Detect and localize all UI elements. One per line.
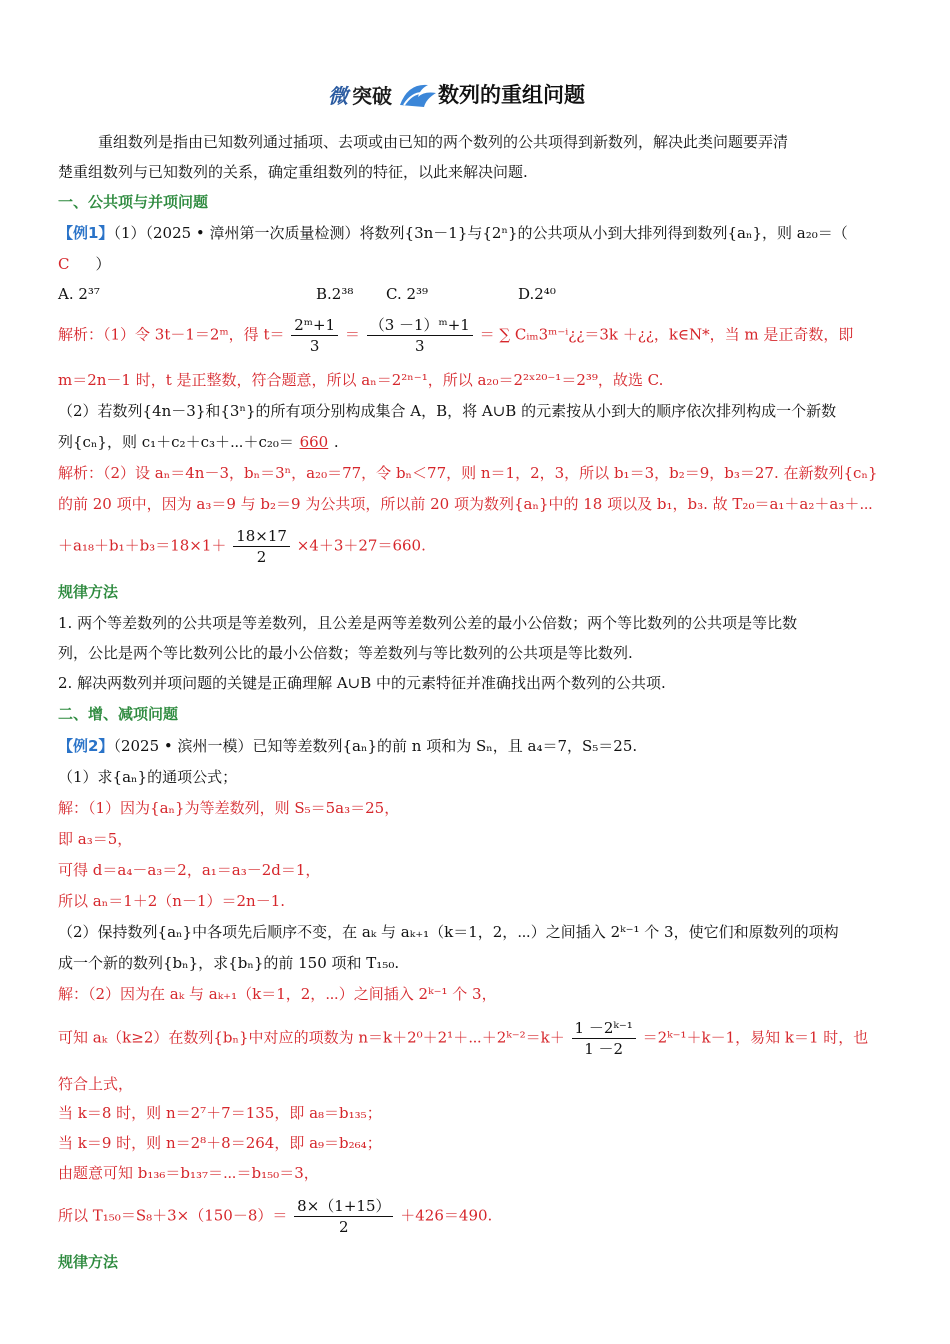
method1-line1: 1. 两个等差数列的公共项是等差数列，且公差是两等差数列公差的最小公倍数；两个等比数列的公共项是等比数 bbox=[58, 614, 798, 632]
sol1-fraction-2 bbox=[367, 315, 473, 356]
sol2c-suffix: ＋426＝490. bbox=[400, 1206, 493, 1225]
sol2c-fraction bbox=[294, 1196, 393, 1237]
sol1-prefix: 解析：（1）令 3t－1＝2ᵐ，得 t＝ bbox=[58, 325, 285, 344]
sol2c-prefix: 所以 T₁₅₀＝S₈＋3×（150－8）＝ bbox=[58, 1206, 288, 1225]
example2-sol2-line6: 由题意可知 b₁₃₆＝b₁₃₇＝⋯＝b₁₅₀＝3， bbox=[58, 1164, 319, 1182]
example2-q-text: （2025 • 滨州一模）已知等差数列{aₙ}的前 n 项和为 Sₙ，且 a₄＝7，S₅＝25. bbox=[113, 737, 638, 755]
fraction-denominator: 2 bbox=[339, 1218, 349, 1236]
example2-sol-line1: 解：（1）因为{aₙ}为等差数列，则 S₅＝5a₃＝25， bbox=[58, 799, 400, 817]
fraction-numerator: 18×17 bbox=[233, 526, 290, 547]
example1-answer: C bbox=[58, 255, 70, 273]
page-header bbox=[328, 72, 585, 116]
option-c: C. 2³⁹ bbox=[386, 285, 429, 303]
example2-question2-line2: 成一个新的数列{bₙ}，求{bₙ}的前 150 项和 T₁₅₀. bbox=[58, 954, 400, 972]
example2-sol2-line4: 当 k＝8 时，则 n＝2⁷＋7＝135，即 a₈＝b₁₃₅； bbox=[58, 1104, 382, 1122]
fraction-numerator: 1 －2ᵏ⁻¹ bbox=[572, 1018, 636, 1039]
example2-sol2-line2 bbox=[58, 1018, 868, 1059]
example1-question2-line2 bbox=[58, 432, 339, 452]
example2-tag: 【例2】 bbox=[58, 737, 114, 755]
method1-line2: 列，公比是两个等比数列公比的最小公倍数；等差数列与等比数列的公共项是等比数列. bbox=[58, 644, 633, 662]
sol1-suffix: ＝ ∑ Cᵢₘ3ᵐ⁻ⁱ¿¿＝3k ＋¿¿，k∈N*，当 m 是正奇数，即 bbox=[479, 325, 854, 344]
example1-close-paren: ） bbox=[95, 255, 111, 273]
option-d: D.2⁴⁰ bbox=[518, 285, 556, 303]
example1-q1-text: （1）（2025 • 漳州第一次质量检测）将数列{3n－1}与{2ⁿ}的公共项从小到大排列得到数列{aₙ}，则 a₂₀＝（ bbox=[113, 224, 848, 242]
example1-solution1-line1 bbox=[58, 315, 853, 356]
example2-question2-line1: （2）保持数列{aₙ}中各项先后顺序不变，在 aₖ 与 aₖ₊₁（k＝1，2，⋯）之间插入 2ᵏ⁻¹ 个 3，使它们和原数列的项构 bbox=[58, 923, 839, 941]
example2-question1: （1）求{aₙ}的通项公式； bbox=[58, 768, 238, 786]
section-heading-1: 一、公共项与并项问题 bbox=[58, 193, 209, 211]
fraction-denominator: 3 bbox=[415, 337, 425, 355]
logo-label: 突破 bbox=[352, 83, 392, 108]
example1-question2-line1: （2）若数列{4n－3}和{3ⁿ}的所有项分别构成集合 A，B，将 A∪B 的元素按从小到大的顺序依次排列构成一个新数 bbox=[58, 402, 837, 420]
sol2-suffix: ×4＋3＋27＝660. bbox=[296, 536, 426, 555]
intro-line-1: 重组数列是指由已知数列通过插项、去项或由已知的两个数列的公共项得到新数列，解决此类问题要弄清 bbox=[98, 133, 789, 151]
example2-sol-line3: 可得 d＝a₄－a₃＝2，a₁＝a₃－2d＝1， bbox=[58, 861, 321, 879]
fraction-numerator: 8×（1+15） bbox=[294, 1196, 393, 1217]
sol2b-prefix: 可知 aₖ（k≥2）在数列{bₙ}中对应的项数为 n＝k＋2⁰＋2¹＋⋯＋2ᵏ⁻²＝k＋ bbox=[58, 1028, 565, 1047]
method-heading-2: 规律方法 bbox=[58, 1253, 119, 1271]
fraction-numerator: （3 －1）ᵐ+1 bbox=[367, 315, 473, 336]
example2-sol-line2: 即 a₃＝5， bbox=[58, 830, 133, 848]
example2-sol-line4: 所以 aₙ＝1＋2（n－1）＝2n－1. bbox=[58, 892, 286, 910]
intro-line-2: 楚重组数列与已知数列的关系，确定重组数列的特征，以此来解决问题. bbox=[58, 163, 528, 181]
example1-options bbox=[58, 284, 556, 304]
option-a: A. 2³⁷ bbox=[58, 285, 100, 303]
logo-mark: 微 bbox=[328, 83, 348, 108]
equals-sign: ＝ bbox=[344, 325, 360, 344]
example2-question bbox=[58, 736, 637, 756]
example2-sol2-line7 bbox=[58, 1196, 492, 1237]
example1-solution2-line1: 解析：（2）设 aₙ＝4n－3，bₙ＝3ⁿ，a₂₀＝77，令 bₙ＜77，则 n＝1，2，3，所以 b₁＝3，b₂＝9，b₃＝27. 在新数列{cₙ} bbox=[58, 464, 878, 482]
section-heading-2: 二、增、减项问题 bbox=[58, 705, 179, 723]
sol2-fraction bbox=[233, 526, 290, 567]
sol2-prefix: ＋a₁₈＋b₁＋b₃＝18×1＋ bbox=[58, 536, 227, 555]
q2-text: 列{cₙ}，则 c₁＋c₂＋c₃＋⋯＋c₂₀＝ bbox=[58, 433, 294, 451]
example1-question1 bbox=[58, 223, 848, 243]
page-title: 数列的重组问题 bbox=[438, 83, 585, 107]
wave-logo-icon bbox=[398, 79, 438, 109]
fraction-denominator: 2 bbox=[256, 548, 267, 566]
fraction-denominator: 3 bbox=[309, 337, 320, 355]
option-b: B.2³⁸ bbox=[316, 285, 354, 303]
example1-solution1-line2: m＝2n－1 时，t 是正整数，符合题意，所以 aₙ＝2²ⁿ⁻¹，所以 a₂₀＝2²ˣ²⁰⁻¹＝2³⁹，故选 C. bbox=[58, 371, 664, 389]
example1-answer-line bbox=[58, 254, 111, 274]
fraction-numerator: 2ᵐ+1 bbox=[291, 315, 338, 336]
example2-sol2-line5: 当 k＝9 时，则 n＝2⁸＋8＝264，即 a₉＝b₂₆₄； bbox=[58, 1134, 382, 1152]
example1-tag: 【例1】 bbox=[58, 224, 114, 242]
fraction-denominator: 1 －2 bbox=[584, 1040, 624, 1058]
period: . bbox=[333, 433, 339, 451]
example1-solution2-line3 bbox=[58, 526, 426, 567]
example2-sol2-line1: 解：（2）因为在 aₖ 与 aₖ₊₁（k＝1，2，⋯）之间插入 2ᵏ⁻¹ 个 3， bbox=[58, 985, 497, 1003]
sol2b-suffix: ＝2ᵏ⁻¹＋k－1，易知 k＝1 时，也 bbox=[642, 1028, 869, 1047]
answer-blank: 660 bbox=[299, 433, 329, 451]
example2-sol2-line3: 符合上式， bbox=[58, 1075, 134, 1093]
sol2b-fraction bbox=[572, 1018, 636, 1059]
method-heading-1: 规律方法 bbox=[58, 583, 119, 601]
example1-solution2-line2: 的前 20 项中，因为 a₃＝9 与 b₂＝9 为公共项，所以前 20 项为数列{aₙ}中的 18 项以及 b₁，b₃. 故 T₂₀＝a₁＋a₂＋a₃＋⋯ bbox=[58, 495, 873, 513]
method1-line3: 2. 解决两数列并项问题的关键是正确理解 A∪B 中的元素特征并准确找出两个数列的公共项. bbox=[58, 674, 666, 692]
sol1-fraction-1 bbox=[291, 315, 338, 356]
